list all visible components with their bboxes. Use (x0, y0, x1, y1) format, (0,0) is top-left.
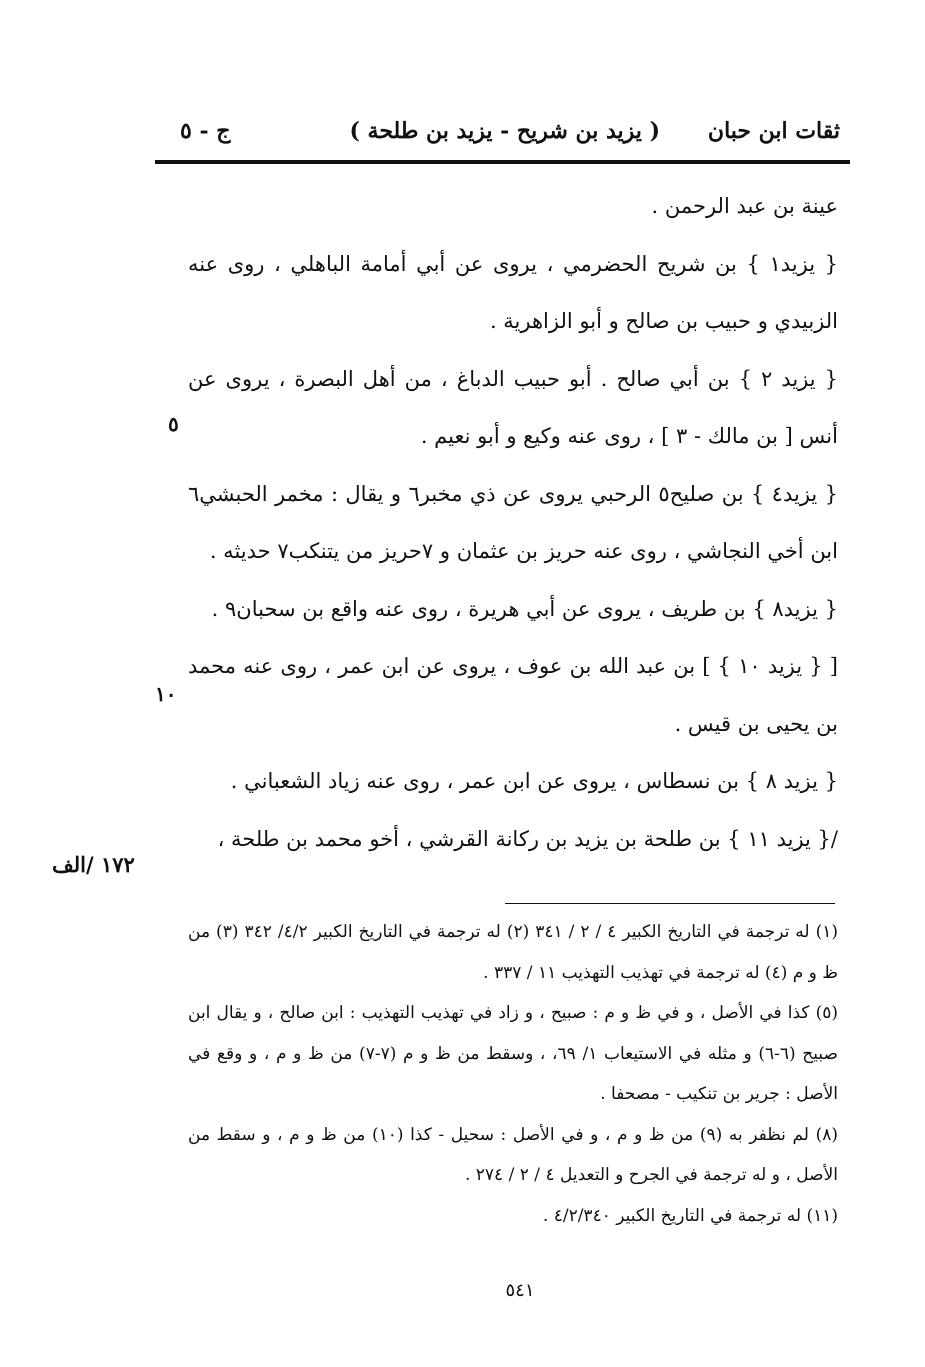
volume-label: ج - ٥ (180, 118, 231, 144)
main-text (188, 178, 838, 868)
text-paragraph: { يزيد٤ } بن صليح٥ الرحبي يروى عن ذي مخبر٦ و يقال : مخمر الحبشي٦ ابن أخي النجاشي ، روى عنه حريز بن عثمان و ٧حريز من يتنكب٧ حديثه . (188, 481, 838, 563)
footnote-rule (505, 903, 835, 904)
header-rule (155, 160, 850, 164)
text-paragraph: { يزيد ٨ } بن نسطاس ، يروى عن ابن عمر ، روى عنه زياد الشعباني . (230, 769, 838, 793)
text-paragraph: /{ يزيد ١١ } بن طلحة بن يزيد بن ركانة القرشي ، أخو محمد بن طلحة ، (217, 826, 838, 851)
book-title: ثقات ابن حبان (707, 118, 840, 144)
footnote-line: (٥) كذا في الأصل ، و في ظ و م : صبيح ، و زاد في تهذيب التهذيب : ابن صالح ، و يقال ابن صبيح (٦-٦) و مثله في الاستيعاب ١/ ٦٩، ، وسقط من ظ و م (٧-٧) من ظ و م ، و وقع في الأصل : جرير بن تنكيب - مصحفا . (188, 1003, 838, 1104)
manuscript-folio-mark: ١٧٢ /الف (52, 852, 135, 877)
text-paragraph: عينة بن عبد الرحمن . (651, 194, 838, 218)
footnote-line: (٨) لم نظفر به (٩) من ظ و م ، و في الأصل : سحيل - كذا (١٠) من ظ و م ، و سقط من الأصل ، و له ترجمة في الجرح و التعديل ٤ / ٢ / ٢٧٤ . (188, 1124, 838, 1185)
text-paragraph: { يزيد٨ } بن طريف ، يروى عن أبي هريرة ، روى عنه واقع بن سحبان٩ . (211, 596, 838, 621)
footnotes (188, 912, 838, 1236)
text-paragraph: { يزيد ٢ } بن أبي صالح . أبو حبيب الدباغ ، من أهل البصرة ، يروى عن أنس [ بن مالك - ٣ ] ، روى عنه وكيع و أبو نعيم . (188, 366, 838, 448)
running-header (180, 112, 840, 152)
text-paragraph: [ { يزيد ١٠ } ] بن عبد الله بن عوف ، يروى عن ابن عمر ، روى عنه محمد بن يحيى بن قيس . (188, 654, 838, 736)
footnote-line: (١١) له ترجمة في التاريخ الكبير ٤/٢/٣٤٠ . (542, 1205, 838, 1226)
line-number-10: ١٠ (155, 682, 177, 706)
text-paragraph: { يزيد١ } بن شريح الحضرمي ، يروى عن أبي أمامة الباهلي ، روى عنه الزبيدي و حبيب بن صالح و أبو الزاهرية . (188, 251, 838, 333)
entry-range: ( يزيد بن شريح - يزيد بن طلحة ) (349, 118, 660, 144)
page-number: ٥٤١ (505, 1280, 535, 1301)
line-number-5: ٥ (168, 412, 179, 436)
footnote-line: (١) له ترجمة في التاريخ الكبير ٤ / ٢ / ٣٤١ (٢) له ترجمة في التاريخ الكبير ٤/٢/ ٣٤٢ (٣) من ظ و م (٤) له ترجمة في تهذيب التهذيب ١١ / ٣٣٧ . (188, 922, 839, 983)
